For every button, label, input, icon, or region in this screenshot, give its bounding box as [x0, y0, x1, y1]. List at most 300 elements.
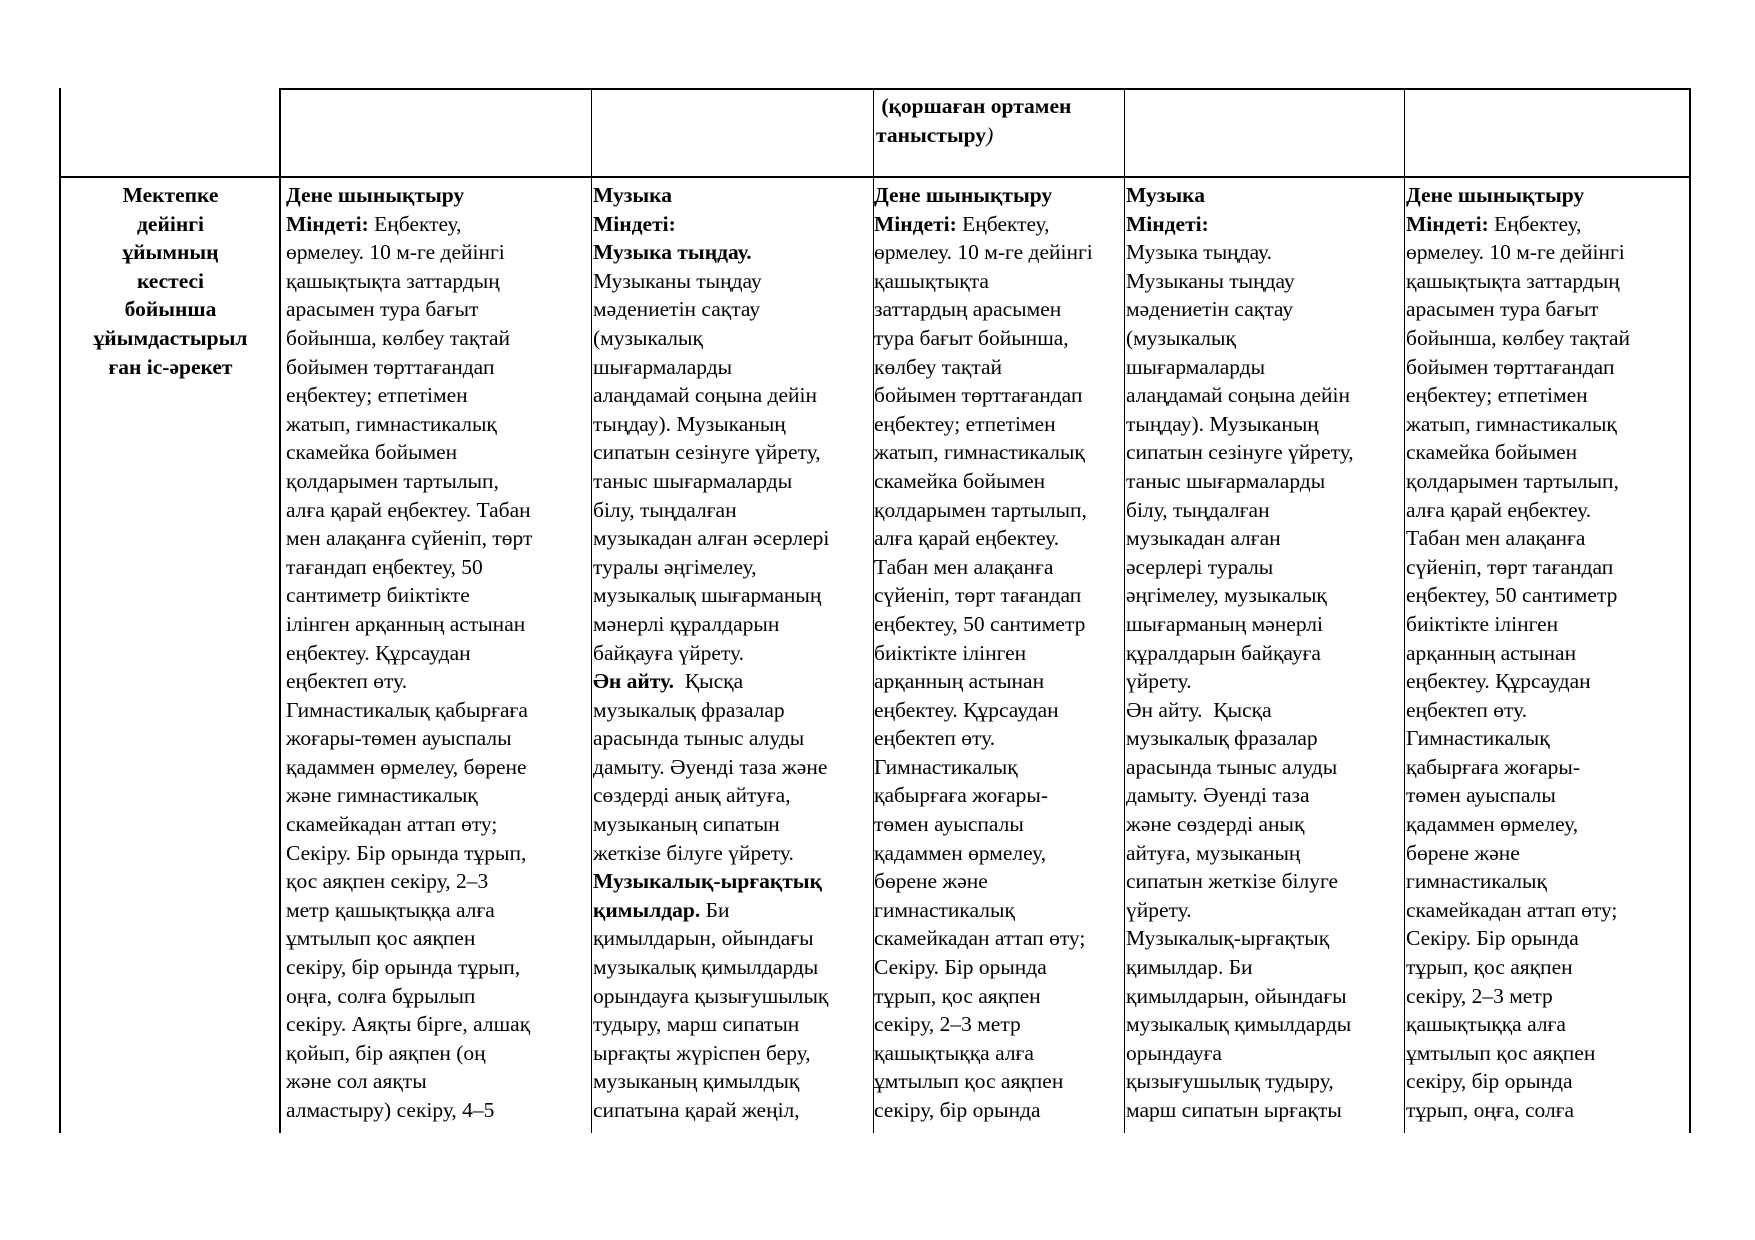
text-run: қашықтыққа алға [1406, 1012, 1566, 1037]
text-run: арасында тыныс алуды [1126, 754, 1338, 779]
text-line [286, 267, 591, 296]
text-run: тұрып, қос аяқпен [874, 983, 1041, 1008]
bold-text-run: Музыка тыңдау. [593, 240, 752, 265]
text-run: скамейкадан аттап өту; [874, 926, 1086, 951]
text-run: еңбектеу; етпетімен [286, 383, 468, 408]
text-line [874, 667, 1124, 696]
text-run: жоғары-төмен ауыспалы [286, 726, 512, 751]
cell-text [1406, 181, 1689, 1125]
row-header-line: ған іс-әрекет [108, 354, 233, 379]
table-column-divider [279, 88, 281, 1133]
text-line [1126, 867, 1404, 896]
text-run: музыканың қимылдық [593, 1069, 800, 1094]
text-line [874, 353, 1124, 382]
text-line [286, 496, 591, 525]
text-run: Еңбектеу, [1488, 211, 1582, 236]
text-run: оңға, солға бұрылып [286, 983, 476, 1008]
text-run: қадаммен өрмелеу, [874, 840, 1047, 865]
text-line [593, 1010, 873, 1039]
text-line [874, 810, 1124, 839]
text-line [286, 724, 591, 753]
text-run: секіру, бір орында [1406, 1069, 1573, 1094]
text-run: сүйеніп, төрт тағандап [874, 583, 1082, 608]
text-line [1406, 438, 1689, 467]
bold-text-run: Музыка [593, 183, 672, 207]
text-run: арасымен тура бағыт [286, 297, 479, 322]
text-line [1406, 381, 1689, 410]
text-line [286, 467, 591, 496]
text-line [1126, 724, 1404, 753]
text-run: көлбеу тақтай [874, 354, 1003, 379]
text-run: Секіру. Бір орында тұрып, [286, 840, 527, 865]
text-line [874, 467, 1124, 496]
cell-physical-education-1 [286, 181, 591, 1133]
text-line [1406, 896, 1689, 925]
text-run: тура бағыт бойынша, [874, 325, 1069, 350]
cell-text [593, 181, 873, 1125]
text-run: Музыкалық-ырғақтық [1126, 926, 1330, 951]
text-run: өрмелеу. 10 м-ге дейінгі [1406, 240, 1625, 265]
text-line [286, 581, 591, 610]
text-line [874, 181, 1124, 210]
text-run: еңбектеу. Құрсаудан [286, 640, 471, 665]
text-line [874, 238, 1124, 267]
text-run: орындауға қызығушылық [593, 983, 829, 1008]
text-run: музыкалық шығарманың [593, 583, 822, 608]
bold-text-run: Ән айту. [593, 669, 675, 694]
text-run: алмастыру) секіру, 4–5 [286, 1098, 495, 1122]
text-run: білу, тыңдалған [593, 497, 737, 522]
text-line [1406, 724, 1689, 753]
text-run: алға қарай еңбектеу. [874, 526, 1060, 551]
text-run: арасымен тура бағыт [1406, 297, 1599, 322]
cell-music-1 [593, 181, 873, 1133]
text-run: мен алақанға сүйеніп, төрт [286, 526, 533, 551]
text-line [286, 1010, 591, 1039]
text-line [876, 92, 1122, 121]
text-line [593, 667, 873, 696]
text-run: жеткізе білуге үйрету. [593, 840, 794, 865]
text-run: музыкалық фразалар [593, 697, 785, 722]
text-line [1406, 1039, 1689, 1068]
text-run: музыканың сипатын [593, 812, 780, 837]
row-header-line: Мектепке [122, 183, 219, 207]
text-line [874, 496, 1124, 525]
text-run: байқауға үйрету. [593, 640, 745, 665]
text-run: қойып, бір аяқпен (оң [286, 1040, 486, 1065]
text-line [286, 896, 591, 925]
text-run: бойынша, көлбеу тақтай [286, 325, 511, 350]
text-line [1126, 553, 1404, 582]
text-run: еңбектеп өту. [874, 726, 996, 751]
bold-text-run: (қоршаған ортамен [876, 94, 1072, 118]
text-run: қашықтықта заттардың [1406, 268, 1620, 293]
text-line [593, 238, 873, 267]
text-run: қашықтықта [874, 268, 989, 293]
text-line [874, 581, 1124, 610]
cell-text [1126, 181, 1404, 1125]
text-line [1126, 639, 1404, 668]
text-line [593, 410, 873, 439]
text-run: Гимнастикалық [874, 754, 1018, 779]
bold-text-run: Міндеті: [593, 211, 676, 236]
table-border-left [59, 88, 61, 1133]
text-run: таныс шығармаларды [1126, 468, 1326, 493]
text-line [874, 696, 1124, 725]
text-run: қабырғаға жоғары- [1406, 754, 1581, 779]
text-run: ырғақты жүріспен беру, [593, 1040, 811, 1065]
text-run: үйрету. [1126, 897, 1192, 922]
text-line [874, 1039, 1124, 1068]
text-run: еңбектеп өту. [1406, 697, 1528, 722]
text-run: ілінген арқанның астынан [286, 611, 526, 636]
text-run: Музыканы тыңдау [1126, 268, 1295, 293]
text-run: Ән айту. Қысқа [1126, 697, 1272, 722]
text-run: (музыкалық [593, 325, 703, 350]
bold-text-run: Музыкалық-ырғақтық [593, 869, 822, 894]
text-run: қызығушылық тудыру, [1126, 1069, 1334, 1094]
text-line [874, 438, 1124, 467]
text-line [1126, 238, 1404, 267]
cell-physical-education-3 [1406, 181, 1689, 1133]
text-line [593, 438, 873, 467]
text-run: қос аяқпен секіру, 2–3 [286, 869, 489, 894]
text-run: қолдарымен тартылып, [874, 497, 1087, 522]
text-run: арқанның астынан [1406, 640, 1577, 665]
text-run: мәдениетін сақтау [1126, 297, 1294, 322]
text-run: қолдарымен тартылып, [286, 468, 499, 493]
text-run: тұрып, қос аяқпен [1406, 955, 1573, 980]
text-line [1406, 667, 1689, 696]
text-run: бөрене және [1406, 840, 1520, 865]
text-line [286, 953, 591, 982]
text-line [874, 1067, 1124, 1096]
text-run: шығармаларды [593, 354, 733, 379]
text-run: дамыту. Әуенді таза [1126, 783, 1310, 808]
text-line [1126, 496, 1404, 525]
text-line [593, 181, 873, 210]
text-line [593, 781, 873, 810]
text-line [1406, 295, 1689, 324]
bold-text-run: Міндеті: [874, 211, 957, 236]
text-line [1126, 267, 1404, 296]
text-run: еңбектеу; етпетімен [1406, 383, 1588, 408]
text-run: мәдениетін сақтау [593, 297, 761, 322]
text-line [1126, 324, 1404, 353]
text-line [286, 696, 591, 725]
cell-text [874, 181, 1124, 1125]
text-line [593, 982, 873, 1011]
row-header-line: ұйымдастырыл [93, 325, 248, 350]
text-line [1126, 924, 1404, 953]
text-run: скамейка бойымен [286, 440, 458, 465]
row-header-line: бойынша [124, 297, 217, 322]
text-line [593, 1067, 873, 1096]
text-run: Музыканы тыңдау [593, 268, 762, 293]
text-line [1406, 238, 1689, 267]
text-line [593, 381, 873, 410]
text-run: Еңбектеу, [368, 211, 462, 236]
bold-text-run: Міндеті: [1406, 211, 1489, 236]
text-run: метр қашықтыққа алға [286, 897, 495, 922]
row-header-line: ұйымның [122, 240, 219, 265]
text-line [286, 839, 591, 868]
text-line [286, 210, 591, 239]
text-run: музыкадан алған әсерлері [593, 526, 830, 551]
text-line [593, 610, 873, 639]
text-run: еңбектеу, 50 сантиметр [874, 611, 1086, 636]
text-line [593, 353, 873, 382]
text-line [874, 867, 1124, 896]
text-line [1126, 1067, 1404, 1096]
row-header-organized-activity [62, 181, 279, 401]
text-line [286, 924, 591, 953]
text-line [593, 524, 873, 553]
text-line [874, 724, 1124, 753]
text-run: Секіру. Бір орында [1406, 926, 1579, 951]
text-run: марш сипатын ырғақты [1126, 1098, 1342, 1122]
text-line [1126, 210, 1404, 239]
text-run: ) [986, 122, 994, 147]
text-run: биіктікте ілінген [1406, 611, 1559, 636]
text-line [286, 639, 591, 668]
text-line [286, 410, 591, 439]
text-line [1126, 467, 1404, 496]
text-line [874, 210, 1124, 239]
text-run: гимнастикалық [1406, 869, 1547, 894]
text-run: Музыка тыңдау. [1126, 240, 1273, 265]
text-run: тұрып, оңға, солға [1406, 1098, 1575, 1122]
text-line [593, 496, 873, 525]
text-line [286, 982, 591, 1011]
text-run: өрмелеу. 10 м-ге дейінгі [874, 240, 1093, 265]
text-line [1126, 1039, 1404, 1068]
text-line [1126, 1010, 1404, 1039]
text-line [1126, 581, 1404, 610]
text-run: қимылдарын, ойындағы [593, 926, 814, 951]
text-run: алға қарай еңбектеу. Табан [286, 497, 531, 522]
text-line [593, 467, 873, 496]
text-line [874, 295, 1124, 324]
text-run: биіктікте ілінген [874, 640, 1027, 665]
text-line [874, 1010, 1124, 1039]
text-run: сөздерді анық айтуға, [593, 783, 791, 808]
text-run: скамейкадан аттап өту; [286, 812, 498, 837]
text-line [874, 896, 1124, 925]
text-line [1126, 982, 1404, 1011]
text-line [593, 753, 873, 782]
text-run: еңбектеу. Құрсаудан [1406, 669, 1591, 694]
text-run: ұмтылып қос аяқпен [286, 926, 476, 951]
text-run: мәнерлі құралдарын [593, 611, 780, 636]
table-border-right [1689, 88, 1691, 1133]
text-line [286, 524, 591, 553]
table-column-divider [1404, 88, 1405, 1133]
text-line [874, 610, 1124, 639]
text-run: қадаммен өрмелеу, [1406, 812, 1579, 837]
text-run: және гимнастикалық [286, 783, 478, 808]
cell-music-2 [1126, 181, 1404, 1133]
text-run: бойымен төрттағандап [286, 354, 495, 379]
text-line [1406, 353, 1689, 382]
text-line [874, 267, 1124, 296]
text-line [286, 438, 591, 467]
table-column-divider [1124, 88, 1125, 1133]
text-line [593, 210, 873, 239]
text-line [286, 324, 591, 353]
table-column-divider [591, 88, 592, 1133]
text-line [593, 696, 873, 725]
text-run: қолдарымен тартылып, [1406, 468, 1619, 493]
text-line [1126, 753, 1404, 782]
text-line [286, 181, 591, 210]
text-line [1406, 610, 1689, 639]
text-line [1406, 753, 1689, 782]
text-run: тыңдау). Музыканың [1126, 411, 1319, 436]
text-run: гимнастикалық [874, 897, 1015, 922]
text-run: айтуға, музыканың [1126, 840, 1301, 865]
text-run: және сол аяқты [286, 1069, 427, 1094]
text-line [286, 610, 591, 639]
text-line [1126, 896, 1404, 925]
text-line [1406, 524, 1689, 553]
text-run: ұмтылып қос аяқпен [874, 1069, 1064, 1094]
text-run: еңбектеу. Құрсаудан [874, 697, 1059, 722]
text-line [874, 753, 1124, 782]
text-run: музыкалық қимылдарды [1126, 1012, 1352, 1037]
text-line [1126, 295, 1404, 324]
text-run: дамыту. Әуенді таза және [593, 754, 828, 779]
text-line [1406, 324, 1689, 353]
text-line [874, 381, 1124, 410]
text-run: Қысқа [674, 669, 744, 694]
text-line [593, 581, 873, 610]
text-line [593, 1039, 873, 1068]
text-run: секіру. Аяқты бірге, алшақ [286, 1012, 531, 1037]
text-run: Секіру. Бір орында [874, 955, 1047, 980]
text-line [1406, 953, 1689, 982]
text-line [593, 924, 873, 953]
text-run: бөрене және [874, 869, 988, 894]
text-run: шығармаларды [1126, 354, 1266, 379]
text-run: музыкалық қимылдарды [593, 955, 819, 980]
text-run: еңбектеп өту. [286, 669, 408, 694]
text-line [286, 1067, 591, 1096]
text-line [593, 1096, 873, 1125]
text-run: қашықтықта заттардың [286, 268, 500, 293]
text-line [1126, 381, 1404, 410]
text-run: білу, тыңдалған [1126, 497, 1270, 522]
text-run: таныс шығармаларды [593, 468, 793, 493]
text-run: және сөздерді анық [1126, 812, 1305, 837]
text-line [1406, 839, 1689, 868]
text-line [874, 410, 1124, 439]
text-run: төмен ауыспалы [1406, 783, 1556, 808]
text-line [1126, 524, 1404, 553]
text-run: еңбектеу, 50 сантиметр [1406, 583, 1618, 608]
text-line [1126, 667, 1404, 696]
text-line [286, 667, 591, 696]
text-line [286, 867, 591, 896]
text-line [1406, 810, 1689, 839]
text-line [874, 324, 1124, 353]
bold-text-run: Міндеті: [1126, 211, 1209, 236]
text-line [286, 381, 591, 410]
text-run: қимылдар. Би [1126, 955, 1253, 980]
bold-text-run: Музыка [1126, 183, 1205, 207]
text-run: секіру, 2–3 метр [874, 1012, 1021, 1037]
text-line [1406, 496, 1689, 525]
table-border-top [279, 88, 1691, 90]
text-line [286, 1039, 591, 1068]
text-line [874, 839, 1124, 868]
text-line [286, 753, 591, 782]
text-run: (музыкалық [1126, 325, 1236, 350]
text-line [1406, 181, 1689, 210]
text-line [286, 1096, 591, 1125]
cell-text [286, 181, 591, 1125]
text-run: алаңдамай соңына дейін [1126, 383, 1351, 408]
text-run: бойынша, көлбеу тақтай [1406, 325, 1631, 350]
text-run: сипатын жеткізе білуге [1126, 869, 1339, 894]
bold-text-run: таныстыру [876, 122, 987, 147]
text-line [593, 724, 873, 753]
text-line [874, 639, 1124, 668]
text-run: скамейкадан аттап өту; [1406, 897, 1618, 922]
text-run: арасында тыныс алуды [593, 726, 805, 751]
text-line [1406, 553, 1689, 582]
text-line [593, 810, 873, 839]
text-line [1126, 410, 1404, 439]
text-run: тағандап еңбектеу, 50 [286, 554, 483, 579]
text-line [1406, 867, 1689, 896]
text-run: секіру, бір орында [874, 1098, 1041, 1122]
text-line [286, 295, 591, 324]
text-line [1406, 696, 1689, 725]
text-line [286, 781, 591, 810]
text-line [1126, 810, 1404, 839]
text-run: сипатына қарай жеңіл, [593, 1098, 800, 1122]
text-run: әңгімелеу, музыкалық [1126, 583, 1327, 608]
text-run: алға қарай еңбектеу. [1406, 497, 1592, 522]
text-line [874, 982, 1124, 1011]
bold-text-run: Міндеті: [286, 211, 369, 236]
text-line [593, 953, 873, 982]
text-run: арқанның астынан [874, 669, 1045, 694]
text-run: бойымен төрттағандап [874, 383, 1083, 408]
text-line [593, 553, 873, 582]
text-line [1126, 696, 1404, 725]
text-run: алаңдамай соңына дейін [593, 383, 818, 408]
text-line [593, 295, 873, 324]
text-line [1406, 410, 1689, 439]
text-line [1126, 953, 1404, 982]
text-line [874, 924, 1124, 953]
text-run: әсерлері туралы [1126, 554, 1274, 579]
text-line [874, 1096, 1124, 1125]
text-run: сүйеніп, төрт тағандап [1406, 554, 1614, 579]
text-line [876, 121, 1122, 150]
text-run: скамейка бойымен [1406, 440, 1578, 465]
text-line [1406, 210, 1689, 239]
text-run: ұмтылып қос аяқпен [1406, 1040, 1596, 1065]
text-run: сипатын сезінуге үйрету, [1126, 440, 1354, 465]
text-run: секіру, бір орында тұрып, [286, 955, 521, 980]
text-run: Гимнастикалық [1406, 726, 1550, 751]
text-line [1406, 781, 1689, 810]
text-run: төмен ауыспалы [874, 812, 1024, 837]
text-run: қимылдарын, ойындағы [1126, 983, 1347, 1008]
